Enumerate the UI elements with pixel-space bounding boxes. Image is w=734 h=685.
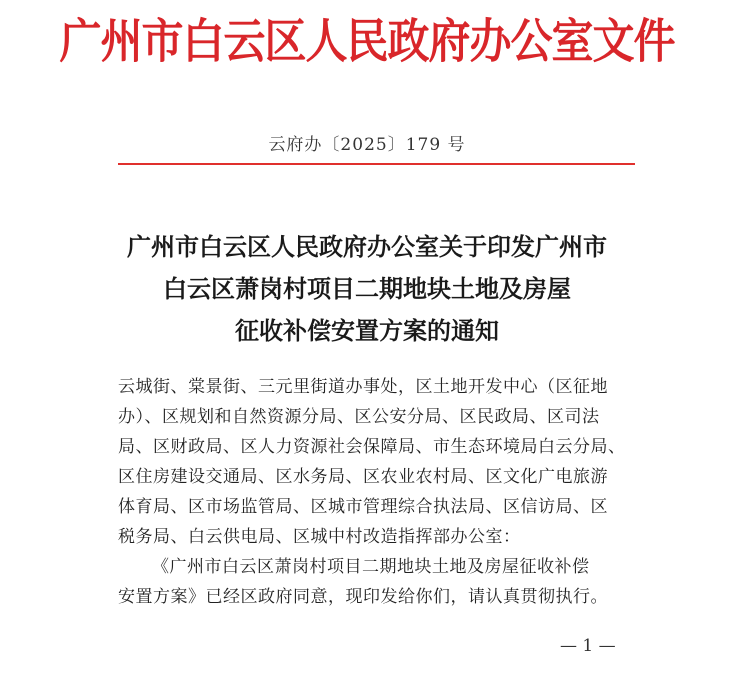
document-masthead: 广州市白云区人民政府办公室文件 bbox=[59, 13, 675, 69]
body-paragraph-line: 《广州市白云区萧岗村项目二期地块土地及房屋征收补偿 bbox=[152, 557, 590, 577]
addressee-line: 区住房建设交通局、区水务局、区农业农村局、区文化广电旅游 bbox=[118, 467, 608, 487]
red-separator-line bbox=[118, 163, 635, 165]
addressee-line: 云城街、棠景街、三元里街道办事处，区土地开发中心（区征地 bbox=[118, 377, 608, 397]
addressee-line: 税务局、白云供电局、区城中村改造指挥部办公室： bbox=[118, 527, 521, 547]
document-number: 云府办〔2025〕179 号 bbox=[268, 135, 466, 155]
addressee-line: 办）、区规划和自然资源分局、区公安分局、区民政局、区司法 bbox=[118, 407, 600, 427]
body-paragraph-line: 安置方案》已经区政府同意，现印发给你们，请认真贯彻执行。 bbox=[118, 587, 608, 607]
document-title bbox=[0, 226, 734, 352]
title-line: 征收补偿安置方案的通知 bbox=[235, 316, 499, 345]
addressee-line: 局、区财政局、区人力资源社会保障局、市生态环境局白云分局、 bbox=[118, 437, 626, 457]
addressee-line: 体育局、区市场监管局、区城市管理综合执法局、区信访局、区 bbox=[118, 497, 608, 517]
page-number: — 1 — bbox=[560, 636, 616, 656]
title-line: 白云区萧岗村项目二期地块土地及房屋 bbox=[163, 274, 571, 303]
document-body bbox=[118, 372, 640, 612]
title-line: 广州市白云区人民政府办公室关于印发广州市 bbox=[127, 232, 607, 261]
